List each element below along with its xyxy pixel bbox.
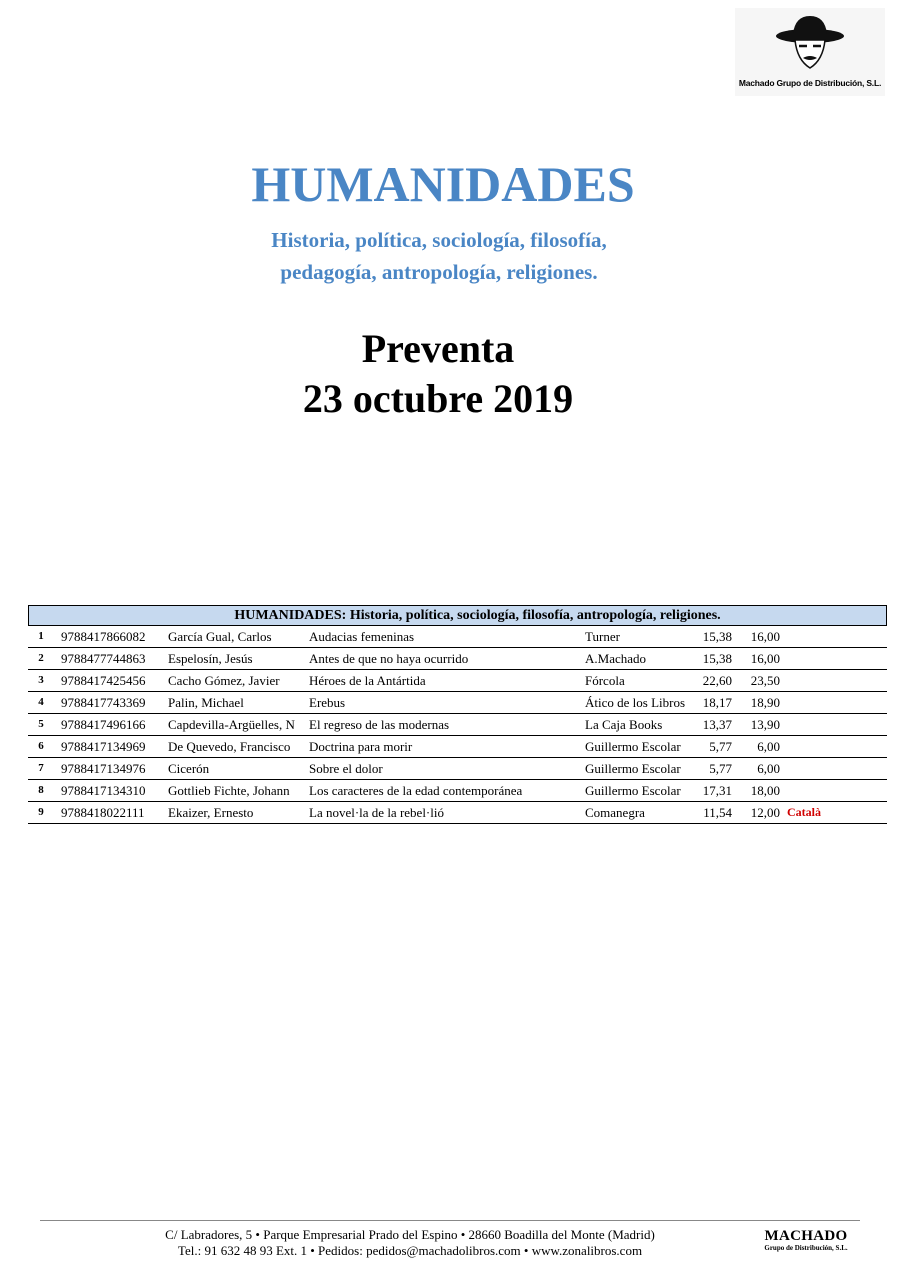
footer-address: C/ Labradores, 5 • Parque Empresarial Prado del Espino • 28660 Boadilla del Monte (Madrid): [165, 1227, 655, 1242]
author-cell: Capdevilla-Argüelles, N: [168, 717, 295, 732]
footer-brand-name: MACHADO: [764, 1228, 848, 1244]
publisher-cell: A.Machado: [585, 651, 647, 666]
title-cell: El regreso de las modernas: [309, 717, 450, 732]
table-body: [28, 626, 887, 824]
footer-divider: [40, 1220, 860, 1221]
table-row: [28, 648, 887, 670]
publisher-cell: Comanegra: [585, 805, 645, 820]
title-cell: Sobre el dolor: [309, 761, 383, 776]
row-number: 7: [38, 762, 44, 774]
isbn-cell: 9788417134969: [61, 739, 146, 754]
retail-price-cell: 12,00: [750, 805, 780, 820]
title-cell: Erebus: [309, 695, 346, 710]
table-header: HUMANIDADES: Historia, política, sociología, filosofía, antropología, religiones.: [28, 605, 887, 626]
net-price-cell: 15,38: [702, 651, 732, 666]
net-price-cell: 22,60: [702, 673, 732, 688]
net-price-cell: 18,17: [702, 695, 732, 710]
publisher-cell: Guillermo Escolar: [585, 761, 681, 776]
net-price-cell: 5,77: [709, 761, 732, 776]
title-cell: La novel·la de la rebel·lió: [309, 805, 444, 820]
publisher-cell: Guillermo Escolar: [585, 739, 681, 754]
publisher-cell: Guillermo Escolar: [585, 783, 681, 798]
language-note: Català: [787, 805, 821, 819]
retail-price-cell: 18,90: [750, 695, 780, 710]
table-row: [28, 626, 887, 648]
net-price-cell: 17,31: [702, 783, 732, 798]
isbn-cell: 9788477744863: [61, 651, 146, 666]
table-row: [28, 736, 887, 758]
author-cell: Palin, Michael: [168, 695, 244, 710]
isbn-cell: 9788417866082: [61, 629, 146, 644]
logo-text: Machado Grupo de Distribución, S.L.: [738, 78, 882, 88]
row-number: 3: [38, 674, 44, 686]
isbn-cell: 9788417496166: [61, 717, 146, 732]
net-price-cell: 11,54: [703, 805, 732, 820]
table-row: [28, 780, 887, 802]
net-price-cell: 15,38: [702, 629, 732, 644]
publisher-cell: Ático de los Libros: [585, 695, 686, 710]
retail-price-cell: 18,00: [750, 783, 780, 798]
publisher-cell: Turner: [585, 629, 620, 644]
footer-brand-sub: Grupo de Distribución, S.L.: [764, 1244, 848, 1252]
author-cell: García Gual, Carlos: [168, 629, 272, 644]
retail-price-cell: 16,00: [750, 629, 780, 644]
row-number: 5: [38, 718, 44, 730]
isbn-cell: 9788417425456: [61, 673, 146, 688]
title-cell: Audacias femeninas: [309, 629, 415, 644]
author-cell: Cicerón: [168, 761, 210, 776]
presale-heading: Preventa: [361, 326, 515, 371]
isbn-cell: 9788417134976: [61, 761, 146, 776]
publisher-cell: La Caja Books: [585, 717, 663, 732]
retail-price-cell: 6,00: [757, 739, 780, 754]
retail-price-cell: 13,90: [750, 717, 780, 732]
table-row: [28, 714, 887, 736]
row-number: 2: [38, 652, 44, 664]
company-logo: [735, 8, 885, 96]
table-row: [28, 670, 887, 692]
isbn-cell: 9788417134310: [61, 783, 146, 798]
author-cell: Ekaizer, Ernesto: [168, 805, 254, 820]
row-number: 8: [38, 784, 44, 796]
hat-man-icon: [773, 12, 847, 76]
author-cell: Gottlieb Fichte, Johann: [168, 783, 290, 798]
title-cell: Los caracteres de la edad contemporánea: [309, 783, 523, 798]
table-row: [28, 802, 887, 824]
title-cell: Antes de que no haya ocurrido: [309, 651, 469, 666]
page-title: HUMANIDADES: [251, 156, 635, 212]
book-table: [28, 605, 887, 824]
presale-date: 23 octubre 2019: [302, 376, 574, 421]
footer-brand: [758, 1228, 854, 1252]
retail-price-cell: 16,00: [750, 651, 780, 666]
author-cell: Espelosín, Jesús: [168, 651, 253, 666]
subtitle-line-2: pedagogía, antropología, religiones.: [280, 260, 598, 284]
row-number: 9: [38, 806, 44, 818]
isbn-cell: 9788418022111: [61, 805, 145, 820]
subtitle-line-1: Historia, política, sociología, filosofía,: [271, 228, 607, 252]
retail-price-cell: 23,50: [750, 673, 780, 688]
isbn-cell: 9788417743369: [61, 695, 146, 710]
author-cell: Cacho Gómez, Javier: [168, 673, 280, 688]
row-number: 4: [38, 696, 44, 708]
publisher-cell: Fórcola: [585, 673, 625, 688]
title-cell: Doctrina para morir: [309, 739, 413, 754]
net-price-cell: 5,77: [709, 739, 732, 754]
retail-price-cell: 6,00: [757, 761, 780, 776]
footer-contact: Tel.: 91 632 48 93 Ext. 1 • Pedidos: pedidos@machadolibros.com • www.zonalibros.com: [177, 1243, 643, 1258]
row-number: 6: [38, 740, 44, 752]
table-row: [28, 692, 887, 714]
author-cell: De Quevedo, Francisco: [168, 739, 291, 754]
net-price-cell: 13,37: [702, 717, 732, 732]
row-number: 1: [38, 630, 44, 642]
table-row: [28, 758, 887, 780]
title-cell: Héroes de la Antártida: [309, 673, 426, 688]
